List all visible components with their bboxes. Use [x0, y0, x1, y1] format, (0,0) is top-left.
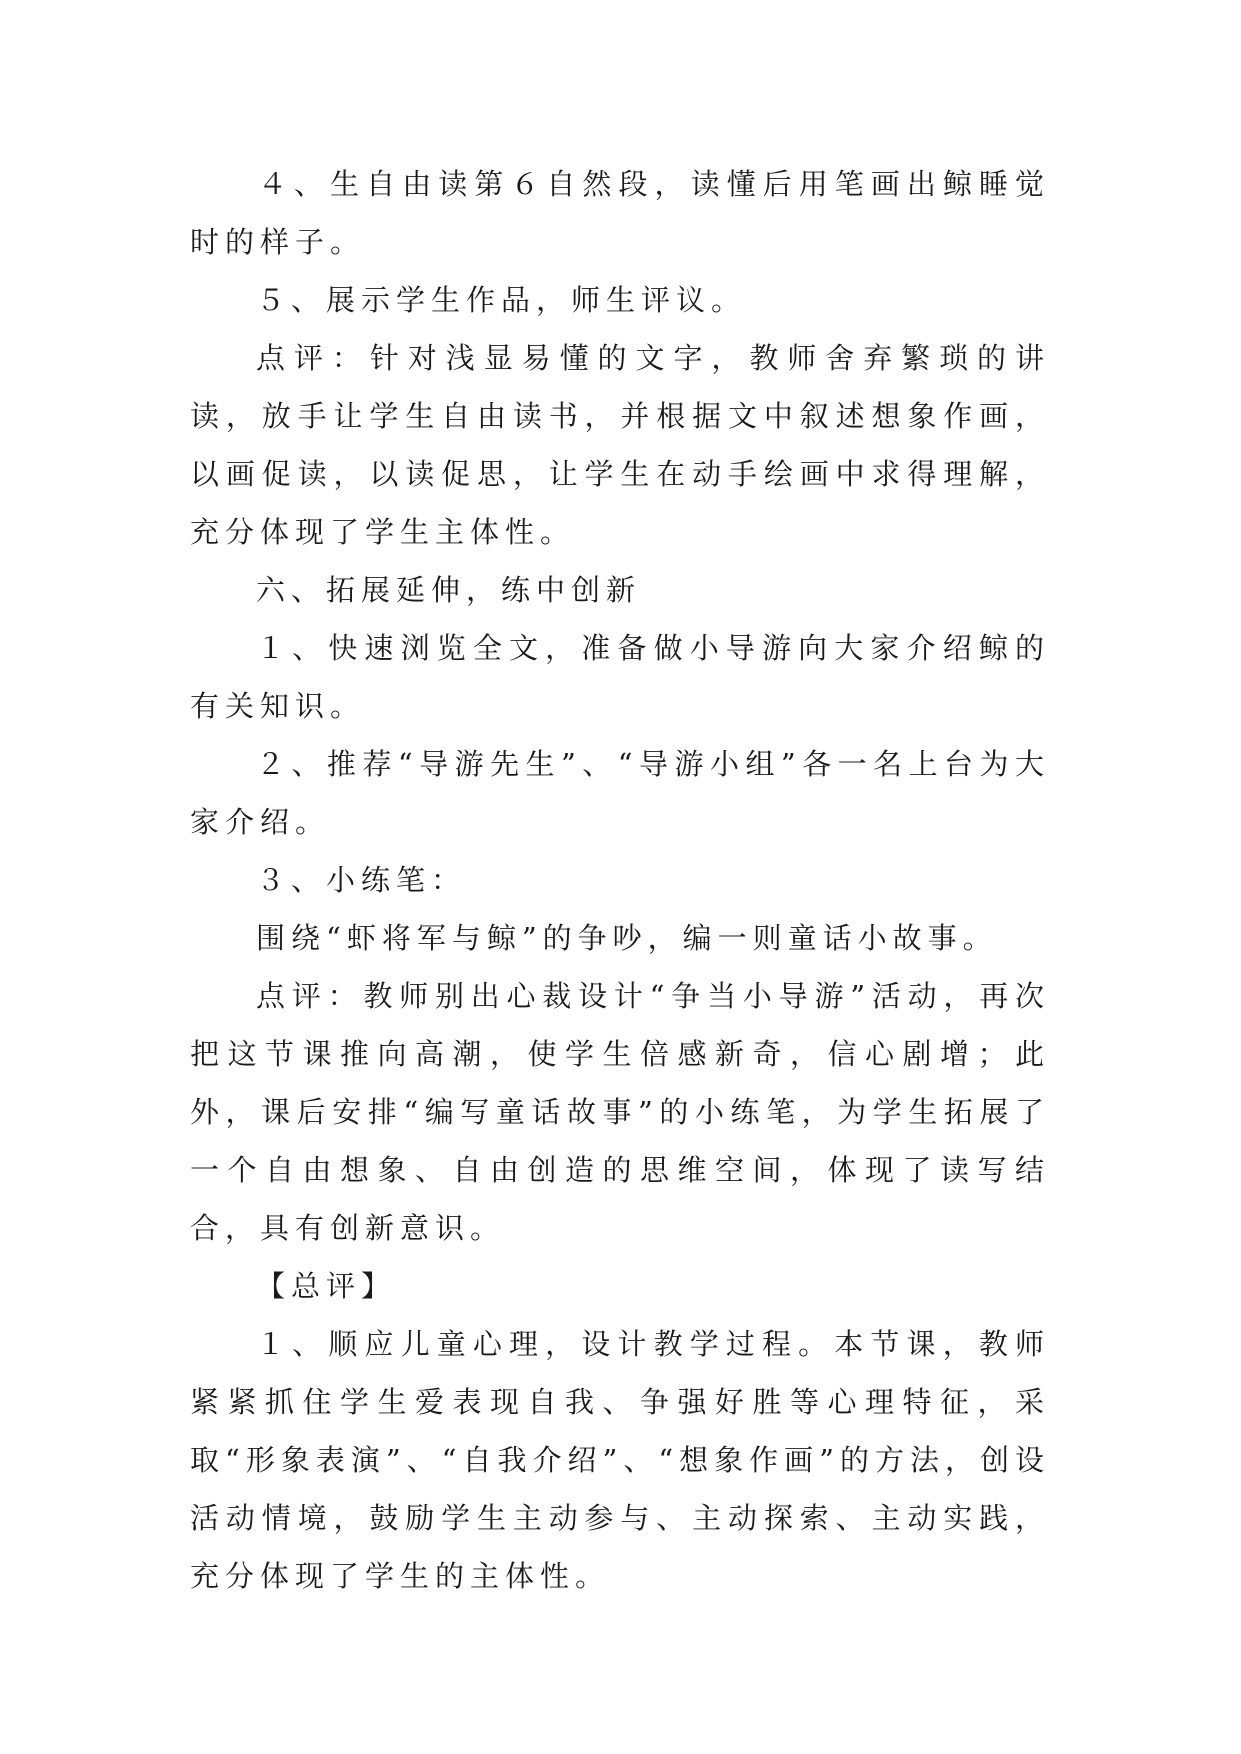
paragraph-extension-2: ２、推荐“导游先生”、“导游小组”各一名上台为大家介绍。 [190, 747, 1050, 839]
paragraph-writing-task: 围绕“虾将军与鲸”的争吵，编一则童话小故事。 [256, 921, 998, 955]
document-page [190, 155, 1050, 1605]
paragraph-step-4: ４、生自由读第６自然段，读懂后用笔画出鲸睡觉时的样子。 [190, 167, 1050, 259]
paragraph-comment-1: 点评：针对浅显易懂的文字，教师舍弃繁琐的讲读，放手让学生自由读书，并根据文中叙述想象作画，以画促读，以读促思，让学生在动手绘画中求得理解，充分体现了学生主体性。 [190, 341, 1050, 549]
paragraph-extension-1: １、快速浏览全文，准备做小导游向大家介绍鲸的有关知识。 [190, 631, 1050, 723]
paragraph-extension-3: ３、小练笔： [256, 863, 467, 897]
paragraph-summary-1: １、顺应儿童心理，设计教学过程。本节课，教师紧紧抓住学生爱表现自我、争强好胜等心理特征，采取“形象表演”、“自我介绍”、“想象作画”的方法，创设活动情境，鼓励学生主动参与、主动探索、主动实践，充分体现了学生的主体性。 [190, 1327, 1050, 1593]
paragraph-step-5: ５、展示学生作品，师生评议。 [256, 283, 747, 317]
paragraph-comment-2: 点评：教师别出心裁设计“争当小导游”活动，再次把这节课推向高潮，使学生倍感新奇，信心剧增；此外，课后安排“编写童话故事”的小练笔，为学生拓展了一个自由想象、自由创造的思维空间，体现了读写结合，具有创新意识。 [190, 979, 1050, 1245]
section-heading-6: 六、拓展延伸，练中创新 [256, 573, 642, 607]
summary-heading: 【总评】 [256, 1269, 397, 1303]
